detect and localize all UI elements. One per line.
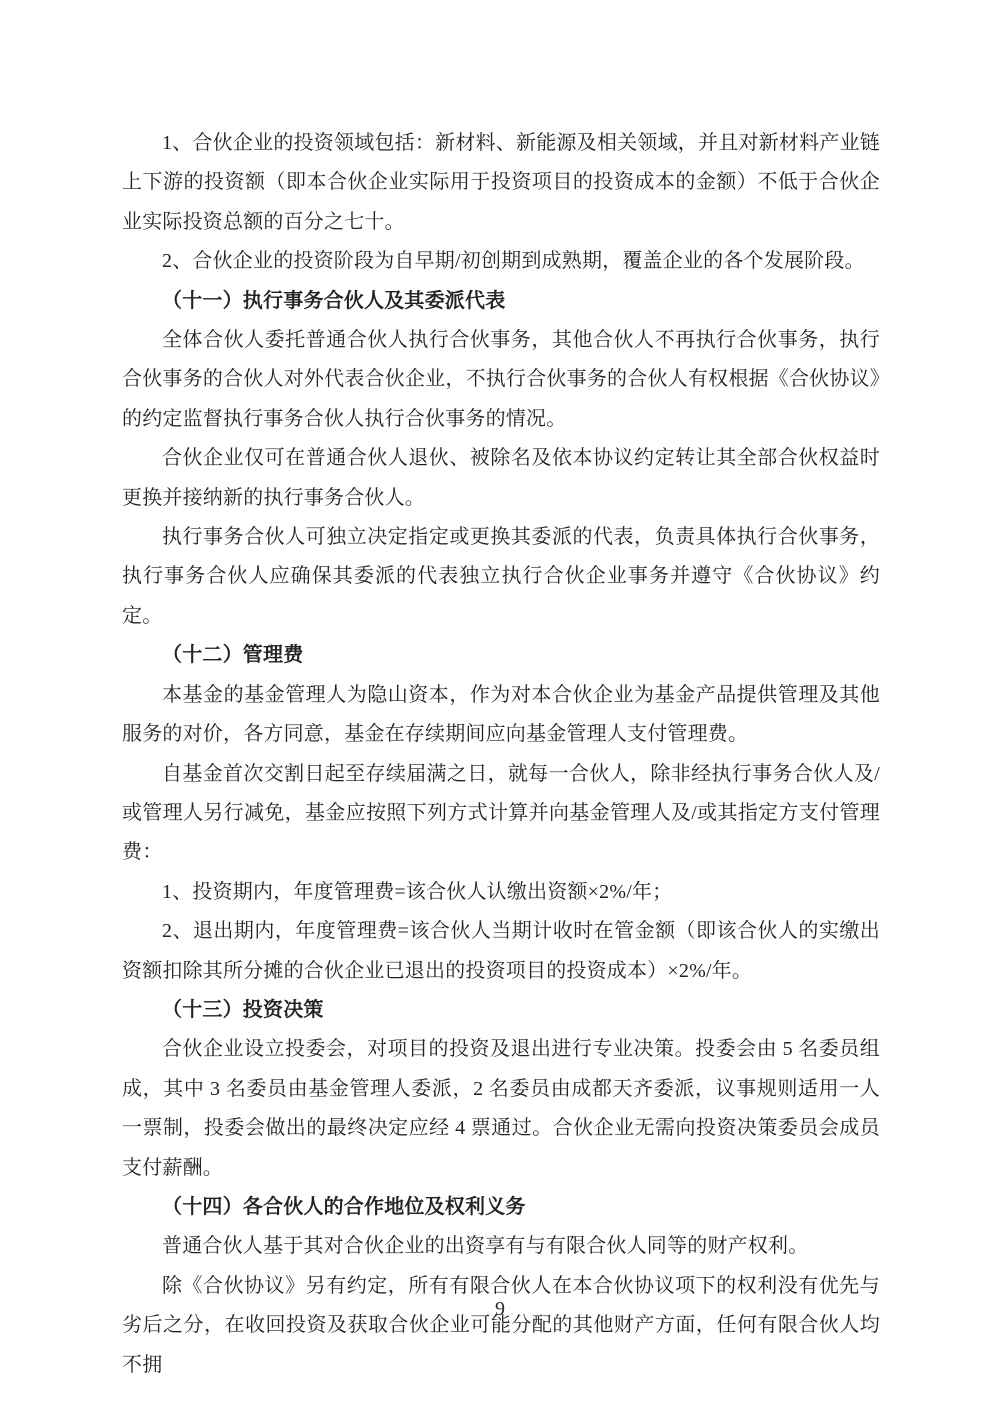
section-heading: （十四）各合伙人的合作地位及权利义务 [162, 1195, 526, 1218]
paragraph: 合伙企业设立投委会，对项目的投资及退出进行专业决策。投委会由 5 名委员组成，其中 3 名委员由基金管理人委派，2 名委员由成都天齐委派，议事规则适用一人一票制，投委会做出的最终决定应经 4 票通过。合伙企业无需向投资决策委员会成员支付薪酬。 [122, 1038, 880, 1179]
section-heading: （十一）执行事务合伙人及其委派代表 [162, 289, 506, 312]
document-body [122, 124, 880, 1385]
paragraph: 普通合伙人基于其对合伙企业的出资享有与有限合伙人同等的财产权利。 [162, 1235, 809, 1258]
paragraph: 除《合伙协议》另有约定，所有有限合伙人在本合伙协议项下的权利没有优先与劣后之分，在收回投资及获取合伙企业可能分配的其他财产方面，任何有限合伙人均不拥 [122, 1274, 880, 1376]
paragraph: 本基金的基金管理人为隐山资本，作为对本合伙企业为基金产品提供管理及其他服务的对价，各方同意，基金在存续期间应向基金管理人支付管理费。 [122, 683, 880, 746]
paragraph: 全体合伙人委托普通合伙人执行合伙事务，其他合伙人不再执行合伙事务，执行合伙事务的合伙人对外代表合伙企业，不执行合伙事务的合伙人有权根据《合伙协议》的约定监督执行事务合伙人执行合伙事务的情况。 [122, 329, 880, 430]
paragraph: 2、退出期内，年度管理费=该合伙人当期计收时在管金额（即该合伙人的实缴出资额扣除其所分摊的合伙企业已退出的投资项目的投资成本）×2%/年。 [122, 920, 880, 982]
page-number: 9 [495, 1298, 505, 1320]
paragraph: 1、投资期内，年度管理费=该合伙人认缴出资额×2%/年； [162, 880, 673, 903]
paragraph: 2、合伙企业的投资阶段为自早期/初创期到成熟期，覆盖企业的各个发展阶段。 [162, 250, 865, 273]
section-heading: （十三）投资决策 [162, 998, 324, 1021]
paragraph: 合伙企业仅可在普通合伙人退伙、被除名及依本协议约定转让其全部合伙权益时更换并接纳新的执行事务合伙人。 [122, 447, 880, 509]
section-heading: （十二）管理费 [162, 644, 304, 667]
paragraph: 自基金首次交割日起至存续届满之日，就每一合伙人，除非经执行事务合伙人及/或管理人另行减免，基金应按照下列方式计算并向基金管理人及/或其指定方支付管理费： [122, 762, 880, 864]
paragraph: 执行事务合伙人可独立决定指定或更换其委派的代表，负责具体执行合伙事务，执行事务合伙人应确保其委派的代表独立执行合伙企业事务并遵守《合伙协议》约定。 [122, 526, 880, 627]
paragraph: 1、合伙企业的投资领域包括：新材料、新能源及相关领域，并且对新材料产业链上下游的投资额（即本合伙企业实际用于投资项目的投资成本的金额）不低于合伙企业实际投资总额的百分之七十。 [122, 132, 880, 233]
